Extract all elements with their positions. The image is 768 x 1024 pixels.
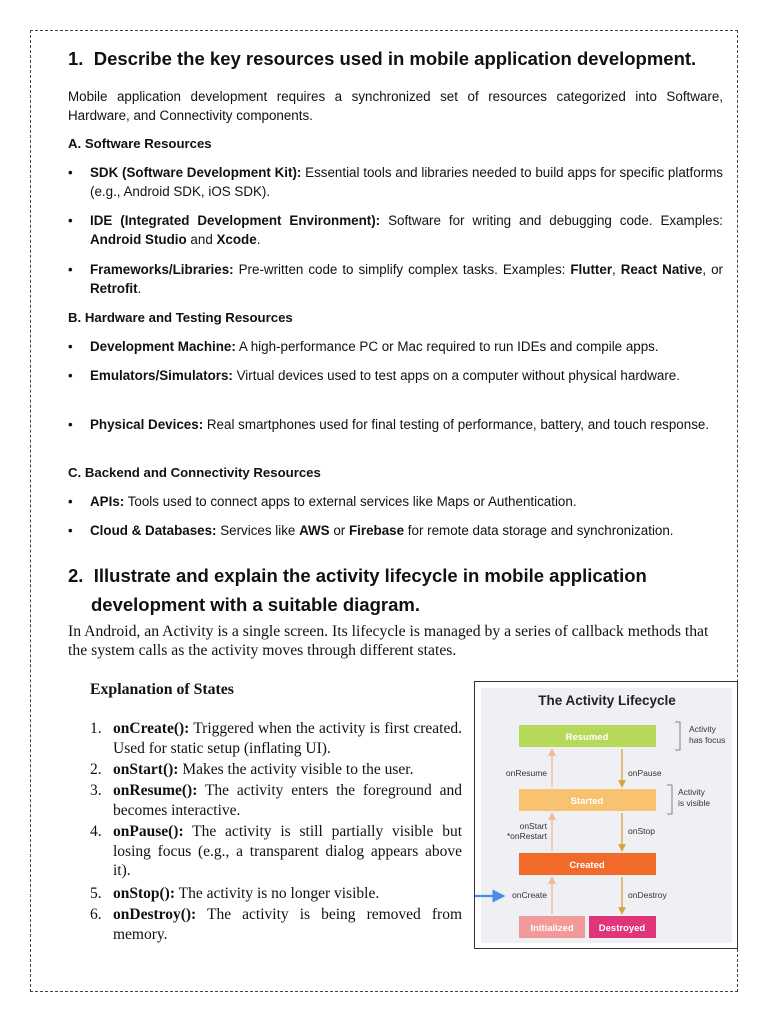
callback-onrestart: *onRestart bbox=[506, 831, 547, 841]
visible-bracket bbox=[667, 785, 672, 814]
item-text: Essential tools and libraries needed to build apps for specific platforms (e.g., Android SDK, iOS SDK). bbox=[90, 165, 723, 199]
item-number: 3. bbox=[90, 782, 102, 799]
q1-intro: Mobile application development requires a synchronized set of resources categorized into Software, Hardware, and Connectivity components. bbox=[68, 89, 723, 123]
q2-title-line1: Illustrate and explain the activity lifecycle in mobile application bbox=[93, 565, 647, 586]
focus-bracket bbox=[675, 722, 680, 750]
callback-onresume: onResume bbox=[505, 768, 547, 778]
section-a-heading: A. Software Resources bbox=[68, 136, 212, 151]
item-text: , or bbox=[702, 262, 723, 277]
item-number: 2. bbox=[90, 761, 102, 778]
item-term: onCreate(): bbox=[113, 720, 190, 737]
item-text: Triggered when the activity is first created. Used for static setup (inflating UI). bbox=[113, 720, 462, 757]
item-text: Virtual devices used to test apps on a computer without physical hardware. bbox=[232, 368, 680, 383]
bullet-icon: • bbox=[68, 417, 73, 432]
item-term: onStart(): bbox=[113, 761, 179, 778]
callback-onstart: onStart bbox=[519, 821, 547, 831]
item-text: Services like bbox=[216, 523, 300, 538]
list-item bbox=[68, 338, 723, 358]
list-item bbox=[68, 261, 723, 299]
note-visible-line2: is visible bbox=[678, 798, 711, 808]
item-text: for remote data storage and synchronization. bbox=[404, 523, 674, 538]
item-bold: Retrofit bbox=[90, 280, 138, 296]
callback-onstop: onStop bbox=[628, 826, 655, 836]
item-term: Physical Devices: bbox=[90, 417, 204, 432]
item-text: , bbox=[612, 262, 621, 277]
note-focus-line2: has focus bbox=[689, 735, 726, 745]
state-resumed-label: Resumed bbox=[565, 732, 609, 743]
item-text: and bbox=[186, 231, 217, 247]
item-term: onStop(): bbox=[113, 885, 176, 902]
item-bold: Firebase bbox=[348, 523, 405, 538]
item-term: Cloud & Databases: bbox=[90, 523, 217, 538]
item-text: Software for writing and debugging code. Examples: bbox=[380, 213, 723, 228]
item-text: The activity is no longer visible. bbox=[175, 885, 380, 902]
item-bold: AWS bbox=[299, 523, 330, 538]
list-item bbox=[90, 760, 462, 780]
bullet-icon: • bbox=[68, 213, 73, 228]
list-item bbox=[68, 164, 723, 202]
diagram-title: The Activity Lifecycle bbox=[538, 693, 676, 708]
list-item bbox=[90, 905, 462, 944]
item-text: . bbox=[256, 231, 261, 247]
note-focus-line1: Activity bbox=[689, 724, 716, 734]
item-text: The activity enters the foreground and becomes interactive. bbox=[113, 782, 462, 819]
q2-number: 2. bbox=[68, 565, 84, 586]
callback-oncreate: onCreate bbox=[512, 890, 547, 900]
item-number: 4. bbox=[90, 823, 102, 840]
section-b-heading: B. Hardware and Testing Resources bbox=[68, 310, 293, 325]
item-bold: React Native bbox=[620, 262, 703, 277]
callback-onpause: onPause bbox=[628, 768, 662, 778]
item-text: The activity is being removed from memory. bbox=[113, 906, 462, 943]
bullet-icon: • bbox=[68, 494, 73, 509]
list-item bbox=[68, 522, 723, 542]
q2-title-line2: development with a suitable diagram. bbox=[91, 594, 420, 615]
list-item bbox=[90, 884, 462, 904]
state-initialized-label: Initialized bbox=[530, 923, 574, 934]
item-term: onPause(): bbox=[113, 823, 184, 840]
item-text: Makes the activity visible to the user. bbox=[178, 761, 414, 778]
item-term: Frameworks/Libraries: bbox=[90, 262, 234, 277]
item-term: onResume(): bbox=[113, 782, 198, 799]
explanation-heading: Explanation of States bbox=[90, 681, 234, 698]
bullet-icon: • bbox=[68, 262, 73, 277]
item-bold: Android Studio bbox=[90, 231, 187, 247]
item-number: 5. bbox=[90, 885, 102, 902]
item-term: IDE (Integrated Development Environment): bbox=[90, 213, 381, 228]
item-text: Tools used to connect apps to external services like Maps or Authentication. bbox=[124, 494, 577, 509]
item-term: Emulators/Simulators: bbox=[90, 368, 233, 383]
bullet-icon: • bbox=[68, 165, 73, 180]
item-text: Pre-written code to simplify complex tasks. Examples: bbox=[233, 262, 571, 277]
item-text: The activity is still partially visible but losing focus (e.g., a transparent dialog appears above it). bbox=[113, 823, 462, 879]
bullet-icon: • bbox=[68, 368, 73, 383]
item-text: A high-performance PC or Mac required to run IDEs and compile apps. bbox=[235, 339, 659, 354]
item-number: 6. bbox=[90, 906, 102, 923]
q1-heading bbox=[68, 47, 738, 71]
activity-lifecycle-diagram bbox=[474, 681, 738, 949]
callback-ondestroy: onDestroy bbox=[628, 890, 667, 900]
list-item bbox=[90, 719, 462, 758]
bullet-icon: • bbox=[68, 339, 73, 354]
item-term: onDestroy(): bbox=[113, 906, 197, 923]
state-started-label: Started bbox=[570, 796, 604, 807]
bullet-icon: • bbox=[68, 523, 73, 538]
section-c-heading: C. Backend and Connectivity Resources bbox=[68, 465, 321, 480]
item-text: . bbox=[137, 280, 142, 296]
state-created-label: Created bbox=[569, 860, 605, 871]
q1-number: 1. bbox=[68, 48, 84, 69]
item-term: Development Machine: bbox=[90, 339, 236, 354]
q2-intro: In Android, an Activity is a single screen. Its lifecycle is managed by a series of callback methods that the system calls as the activity moves through different states. bbox=[68, 623, 709, 659]
item-bold: Xcode bbox=[216, 231, 257, 247]
item-term: APIs: bbox=[90, 494, 125, 509]
note-visible-line1: Activity bbox=[678, 787, 705, 797]
state-destroyed-label: Destroyed bbox=[598, 923, 646, 934]
item-term: SDK (Software Development Kit): bbox=[90, 165, 302, 180]
item-text: or bbox=[329, 523, 349, 538]
item-text: Real smartphones used for final testing of performance, battery, and touch response. bbox=[203, 417, 710, 432]
list-item bbox=[68, 416, 723, 454]
list-item bbox=[90, 781, 462, 820]
list-item bbox=[90, 822, 462, 882]
q1-title: Describe the key resources used in mobile application development. bbox=[93, 48, 697, 69]
list-item bbox=[68, 367, 723, 405]
list-item bbox=[68, 212, 723, 250]
item-number: 1. bbox=[90, 720, 102, 737]
q2-heading bbox=[68, 561, 728, 619]
item-bold: Flutter bbox=[570, 262, 613, 277]
list-item bbox=[68, 493, 723, 513]
